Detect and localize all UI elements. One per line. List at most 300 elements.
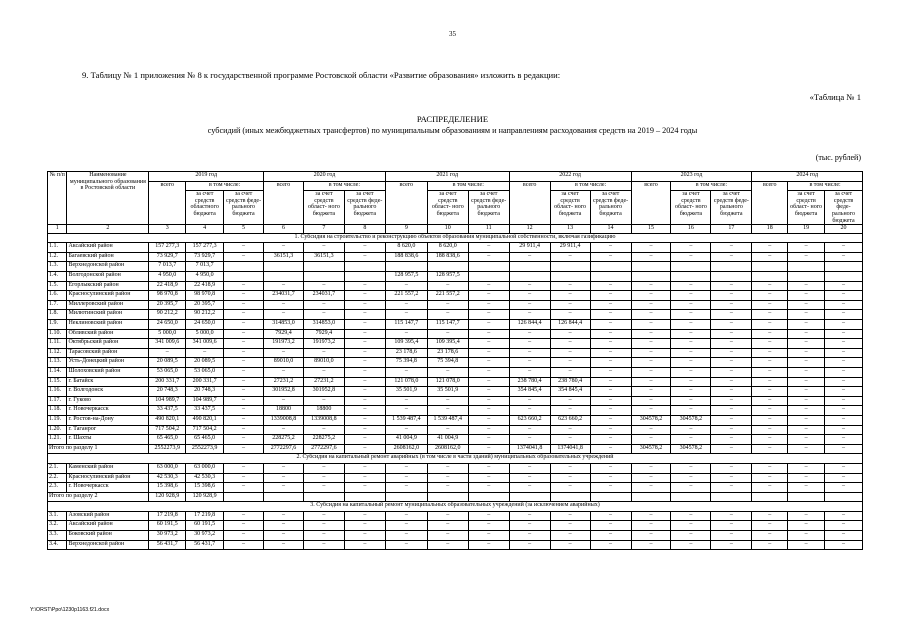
section-title-row [48, 502, 863, 512]
table-cell: – [825, 367, 863, 377]
table-cell: – [344, 463, 385, 473]
section-title-row [48, 233, 863, 243]
table-cell: – [671, 521, 711, 531]
table-cell: – [224, 435, 264, 445]
table-cell: – [671, 540, 711, 550]
table-cell: – [631, 329, 671, 339]
table-cell: – [427, 310, 468, 320]
table-cell [509, 272, 550, 282]
table-cell: – [590, 329, 631, 339]
header-regional: за счет средств областного бюджета [186, 191, 224, 225]
table-row [48, 320, 863, 330]
table-cell: – [825, 329, 863, 339]
table-row [48, 300, 863, 310]
table-cell: – [752, 473, 788, 483]
table-cell [752, 492, 788, 502]
header-federal: за счет средств феде- рального бюджета [825, 191, 863, 225]
column-number: 16 [671, 225, 711, 234]
table-cell: – [303, 281, 344, 291]
table-cell: – [224, 339, 264, 349]
table-row [48, 540, 863, 550]
table-cell: 1374041,8 [550, 444, 590, 454]
table-cell: – [788, 329, 825, 339]
table-row [48, 262, 863, 272]
table-cell: – [590, 281, 631, 291]
table-cell: 1339008,8 [264, 415, 304, 425]
municipality-name: Аксайский район [67, 521, 149, 531]
table-cell: – [385, 511, 427, 521]
table-cell: – [550, 473, 590, 483]
table-cell: – [385, 425, 427, 435]
row-number: 1.14. [48, 367, 67, 377]
table-cell [590, 262, 631, 272]
table-cell: 98 970,8 [149, 291, 186, 301]
table-cell: 109 395,4 [427, 339, 468, 349]
table-cell: – [509, 281, 550, 291]
header-total: всего [149, 181, 186, 225]
table-row [48, 387, 863, 397]
table-cell: – [788, 483, 825, 493]
table-cell: – [671, 358, 711, 368]
municipality-name: Багаевский район [67, 252, 149, 262]
table-cell: 8 620,0 [385, 243, 427, 253]
municipality-name: Аксайский район [67, 243, 149, 253]
table-row [48, 435, 863, 445]
table-cell: – [825, 243, 863, 253]
column-number: 4 [186, 225, 224, 234]
column-number: 9 [385, 225, 427, 234]
table-cell: – [264, 348, 304, 358]
municipality-name: Верхнедонской район [67, 540, 149, 550]
table-cell: 56 431,7 [149, 540, 186, 550]
table-cell: – [825, 531, 863, 541]
table-cell: – [752, 281, 788, 291]
table-cell: – [385, 540, 427, 550]
table-cell: – [788, 425, 825, 435]
table-cell: – [788, 358, 825, 368]
table-cell [711, 492, 752, 502]
column-number-row [48, 225, 863, 234]
table-cell [427, 492, 468, 502]
header-federal: за счет средств феде- рального бюджета [711, 191, 752, 225]
table-cell: 24 650,0 [149, 320, 186, 330]
table-cell: – [825, 339, 863, 349]
header-incl: в том числе: [427, 181, 509, 191]
table-cell: – [509, 291, 550, 301]
table-cell: – [711, 243, 752, 253]
table-cell: – [788, 415, 825, 425]
table-cell: – [264, 511, 304, 521]
table-cell: – [468, 329, 509, 339]
table-cell: – [631, 435, 671, 445]
table-cell: 341 009,6 [186, 339, 224, 349]
table-cell: – [509, 348, 550, 358]
table-cell: – [224, 320, 264, 330]
table-cell: – [752, 444, 788, 454]
municipality-name: г. Волгодонск [67, 387, 149, 397]
table-cell: – [711, 339, 752, 349]
table-cell: – [550, 406, 590, 416]
table-cell: – [788, 521, 825, 531]
table-cell: – [264, 540, 304, 550]
table-cell: – [631, 243, 671, 253]
header-federal: за счет средств феде- рального бюджета [224, 191, 264, 225]
table-cell: – [788, 243, 825, 253]
table-row [48, 415, 863, 425]
header-incl: в том числе: [788, 181, 863, 191]
table-cell: 20 748,3 [149, 387, 186, 397]
table-cell: 30 973,2 [186, 531, 224, 541]
table-cell: – [303, 367, 344, 377]
table-cell: – [385, 329, 427, 339]
table-cell: – [468, 243, 509, 253]
table-cell: 33 437,5 [149, 406, 186, 416]
column-number: 11 [468, 225, 509, 234]
table-cell: – [468, 377, 509, 387]
table-cell: – [224, 300, 264, 310]
municipality-name: г. Новочеркасск [67, 406, 149, 416]
column-number: 18 [752, 225, 788, 234]
table-cell: – [825, 521, 863, 531]
table-cell: – [711, 444, 752, 454]
table-cell: – [385, 521, 427, 531]
table-cell [631, 262, 671, 272]
table-cell: – [631, 310, 671, 320]
row-number: 1.1. [48, 243, 67, 253]
table-cell: – [509, 425, 550, 435]
table-cell: 41 004,9 [427, 435, 468, 445]
table-cell: 4 950,0 [186, 272, 224, 282]
table-cell: – [711, 540, 752, 550]
header-year-2021: 2021 год [385, 172, 509, 182]
row-number: 1.6. [48, 291, 67, 301]
header-total: всего [264, 181, 304, 225]
table-cell: 623 660,2 [509, 415, 550, 425]
document-title: РАСПРЕДЕЛЕНИЕ [416, 114, 489, 124]
table-cell: – [303, 540, 344, 550]
header-total: всего [631, 181, 671, 225]
table-cell: – [427, 396, 468, 406]
table-cell: – [752, 252, 788, 262]
table-cell [590, 492, 631, 502]
table-cell: – [468, 396, 509, 406]
table-row [48, 310, 863, 320]
table-cell [264, 492, 304, 502]
municipality-name: г. Новочеркасск [67, 483, 149, 493]
table-cell: – [264, 483, 304, 493]
table-cell: – [468, 252, 509, 262]
table-cell: – [344, 435, 385, 445]
table-cell: – [671, 367, 711, 377]
table-cell: 20 395,7 [186, 300, 224, 310]
table-cell: – [752, 483, 788, 493]
table-cell: – [385, 300, 427, 310]
table-cell [224, 492, 264, 502]
table-cell: – [550, 521, 590, 531]
table-cell: – [509, 463, 550, 473]
table-cell: – [671, 310, 711, 320]
table-cell: – [631, 511, 671, 521]
table-cell [671, 492, 711, 502]
table-cell: 200 331,7 [149, 377, 186, 387]
header-row-years [48, 172, 863, 182]
table-cell: – [303, 463, 344, 473]
table-cell: – [671, 531, 711, 541]
table-cell [550, 492, 590, 502]
row-number: 2.2. [48, 473, 67, 483]
table-cell: – [752, 310, 788, 320]
section-total-row [48, 444, 863, 454]
table-cell: – [788, 473, 825, 483]
table-cell: – [224, 540, 264, 550]
header-federal: за счет средств феде- рального бюджета [344, 191, 385, 225]
municipality-name: Усть-Донецкий район [67, 358, 149, 368]
table-cell: – [264, 531, 304, 541]
table-cell: 304578,2 [631, 415, 671, 425]
table-cell: – [468, 348, 509, 358]
table-cell [788, 492, 825, 502]
table-cell: 90 212,2 [149, 310, 186, 320]
row-number: 1.8. [48, 310, 67, 320]
municipality-name: г. Гуково [67, 396, 149, 406]
table-cell: – [550, 358, 590, 368]
table-cell: 1 539 487,4 [427, 415, 468, 425]
table-cell: 22 418,9 [149, 281, 186, 291]
row-number: 1.5. [48, 281, 67, 291]
table-cell: 22 418,9 [186, 281, 224, 291]
municipality-name: Октябрьский район [67, 339, 149, 349]
table-cell: 490 820,1 [149, 415, 186, 425]
section-total-label: Итого по разделу 1 [48, 444, 149, 454]
table-cell: 104 989,7 [149, 396, 186, 406]
table-cell [788, 262, 825, 272]
table-cell: 2608162,0 [427, 444, 468, 454]
municipality-name: Милютинский район [67, 310, 149, 320]
municipality-name: г. Шахты [67, 435, 149, 445]
table-cell: – [264, 310, 304, 320]
table-cell: – [344, 281, 385, 291]
table-cell: 7929,4 [264, 329, 304, 339]
column-number: 14 [590, 225, 631, 234]
table-cell: 33 437,5 [186, 406, 224, 416]
table-cell: – [711, 377, 752, 387]
table-cell: – [509, 329, 550, 339]
table-cell: – [711, 511, 752, 521]
table-row [48, 425, 863, 435]
table-cell: – [468, 367, 509, 377]
table-cell: – [631, 406, 671, 416]
table-cell: 238 780,4 [509, 377, 550, 387]
table-cell: – [427, 463, 468, 473]
header-regional: за счет средств област- ного бюджета [788, 191, 825, 225]
table-cell: – [752, 348, 788, 358]
table-cell: – [303, 425, 344, 435]
row-number: 1.17. [48, 396, 67, 406]
table-cell: 109 395,4 [385, 339, 427, 349]
municipality-name: Тарасовский район [67, 348, 149, 358]
table-cell: 126 844,4 [509, 320, 550, 330]
table-cell: 623 660,2 [550, 415, 590, 425]
column-number: 8 [344, 225, 385, 234]
table-cell: – [752, 521, 788, 531]
table-cell [550, 262, 590, 272]
table-cell: – [385, 463, 427, 473]
column-number: 2 [67, 225, 149, 234]
table-cell: – [671, 339, 711, 349]
table-cell: – [752, 540, 788, 550]
table-cell: – [224, 281, 264, 291]
table-cell [825, 492, 863, 502]
table-cell: – [468, 300, 509, 310]
table-cell: 228275,2 [303, 435, 344, 445]
table-cell: – [590, 406, 631, 416]
table-cell: – [385, 406, 427, 416]
table-cell: – [224, 511, 264, 521]
table-cell: 191973,2 [303, 339, 344, 349]
section-title: 3. Субсидия на капитальный ремонт муниципальных образовательных учреждений (за исключением аварийных) [48, 502, 863, 512]
table-cell: – [711, 281, 752, 291]
header-year-2024: 2024 год [752, 172, 863, 182]
table-cell: 304578,2 [671, 415, 711, 425]
table-cell: – [385, 310, 427, 320]
table-cell: 191973,2 [264, 339, 304, 349]
table-cell: 314853,0 [264, 320, 304, 330]
table-cell: 89010,0 [264, 358, 304, 368]
table-cell [825, 262, 863, 272]
table-cell [631, 492, 671, 502]
table-cell: – [671, 281, 711, 291]
table-cell [825, 272, 863, 282]
table-cell: – [344, 310, 385, 320]
table-cell: 15 398,6 [186, 483, 224, 493]
table-cell: – [825, 300, 863, 310]
table-cell: – [825, 406, 863, 416]
table-cell: – [550, 339, 590, 349]
table-cell: 65 465,0 [186, 435, 224, 445]
table-cell: 221 557,2 [385, 291, 427, 301]
table-row [48, 291, 863, 301]
table-cell: – [631, 320, 671, 330]
table-cell: 17 219,8 [149, 511, 186, 521]
table-cell: – [344, 511, 385, 521]
header-regional: за счет средств област- ного бюджета [550, 191, 590, 225]
table-cell: – [468, 473, 509, 483]
table-cell: 53 065,0 [149, 367, 186, 377]
table-cell: – [631, 300, 671, 310]
table-cell [303, 262, 344, 272]
table-cell: – [671, 406, 711, 416]
table-cell: 188 838,6 [385, 252, 427, 262]
table-cell: 36151,3 [303, 252, 344, 262]
row-number: 1.18. [48, 406, 67, 416]
table-cell: – [264, 425, 304, 435]
section-total-label: Итого по разделу 2 [48, 492, 149, 502]
table-cell: – [344, 339, 385, 349]
table-cell: – [264, 367, 304, 377]
intro-paragraph: 9. Таблицу № 1 приложения № 8 к государственной программе Ростовской области «Развитие образования» изложить в редакции: [82, 70, 561, 80]
table-cell: – [711, 348, 752, 358]
table-cell: 35 501,9 [427, 387, 468, 397]
table-cell: – [788, 377, 825, 387]
table-cell [509, 492, 550, 502]
table-cell: – [303, 511, 344, 521]
table-cell: – [224, 463, 264, 473]
table-cell: – [344, 425, 385, 435]
table-cell: 234031,7 [303, 291, 344, 301]
table-cell: – [224, 243, 264, 253]
table-cell: – [344, 300, 385, 310]
table-cell: – [711, 367, 752, 377]
table-cell: – [631, 252, 671, 262]
table-cell: – [509, 483, 550, 493]
header-incl: в том числе: [671, 181, 752, 191]
table-cell: – [711, 252, 752, 262]
table-cell: – [788, 540, 825, 550]
table-cell: – [427, 521, 468, 531]
table-cell: 104 989,7 [186, 396, 224, 406]
table-cell: – [509, 252, 550, 262]
table-cell: – [224, 521, 264, 531]
table-cell: – [427, 367, 468, 377]
table-cell: 5 000,0 [149, 329, 186, 339]
table-row [48, 358, 863, 368]
table-cell: – [752, 377, 788, 387]
section-total-row [48, 492, 863, 502]
table-cell: – [344, 444, 385, 454]
table-cell: – [825, 281, 863, 291]
row-number: 1.2. [48, 252, 67, 262]
table-cell: – [509, 300, 550, 310]
table-cell [788, 272, 825, 282]
column-number: 5 [224, 225, 264, 234]
table-cell: – [711, 435, 752, 445]
table-cell: – [590, 483, 631, 493]
table-cell: 221 557,2 [427, 291, 468, 301]
table-cell: – [671, 348, 711, 358]
table-cell: – [825, 425, 863, 435]
table-cell: – [590, 358, 631, 368]
table-cell: 2772297,6 [303, 444, 344, 454]
table-body [48, 172, 863, 550]
table-cell: – [590, 540, 631, 550]
table-cell: – [788, 339, 825, 349]
table-cell: 188 838,6 [427, 252, 468, 262]
header-regional: за счет средств област- ного бюджета [303, 191, 344, 225]
table-cell: 75 394,8 [385, 358, 427, 368]
table-cell: – [264, 521, 304, 531]
table-cell: 717 504,2 [186, 425, 224, 435]
section-title: 1. Субсидия на строительство и реконструкцию объектов образования муниципальной собственности, включая газификацию [48, 233, 863, 243]
table-cell: – [788, 300, 825, 310]
table-cell: 301952,8 [303, 387, 344, 397]
column-number: 3 [149, 225, 186, 234]
table-cell: 60 191,5 [186, 521, 224, 531]
table-cell: 228275,2 [264, 435, 304, 445]
table-cell: – [264, 396, 304, 406]
table-cell: – [468, 425, 509, 435]
table-cell: – [671, 252, 711, 262]
table-cell: – [825, 387, 863, 397]
table-cell: – [825, 511, 863, 521]
table-cell: – [590, 300, 631, 310]
table-cell: – [825, 435, 863, 445]
table-cell: 42 530,3 [149, 473, 186, 483]
table-cell: – [788, 444, 825, 454]
page-number: 35 [449, 30, 456, 38]
table-cell: – [550, 511, 590, 521]
table-cell: 126 844,4 [550, 320, 590, 330]
row-number: 1.15. [48, 377, 67, 387]
